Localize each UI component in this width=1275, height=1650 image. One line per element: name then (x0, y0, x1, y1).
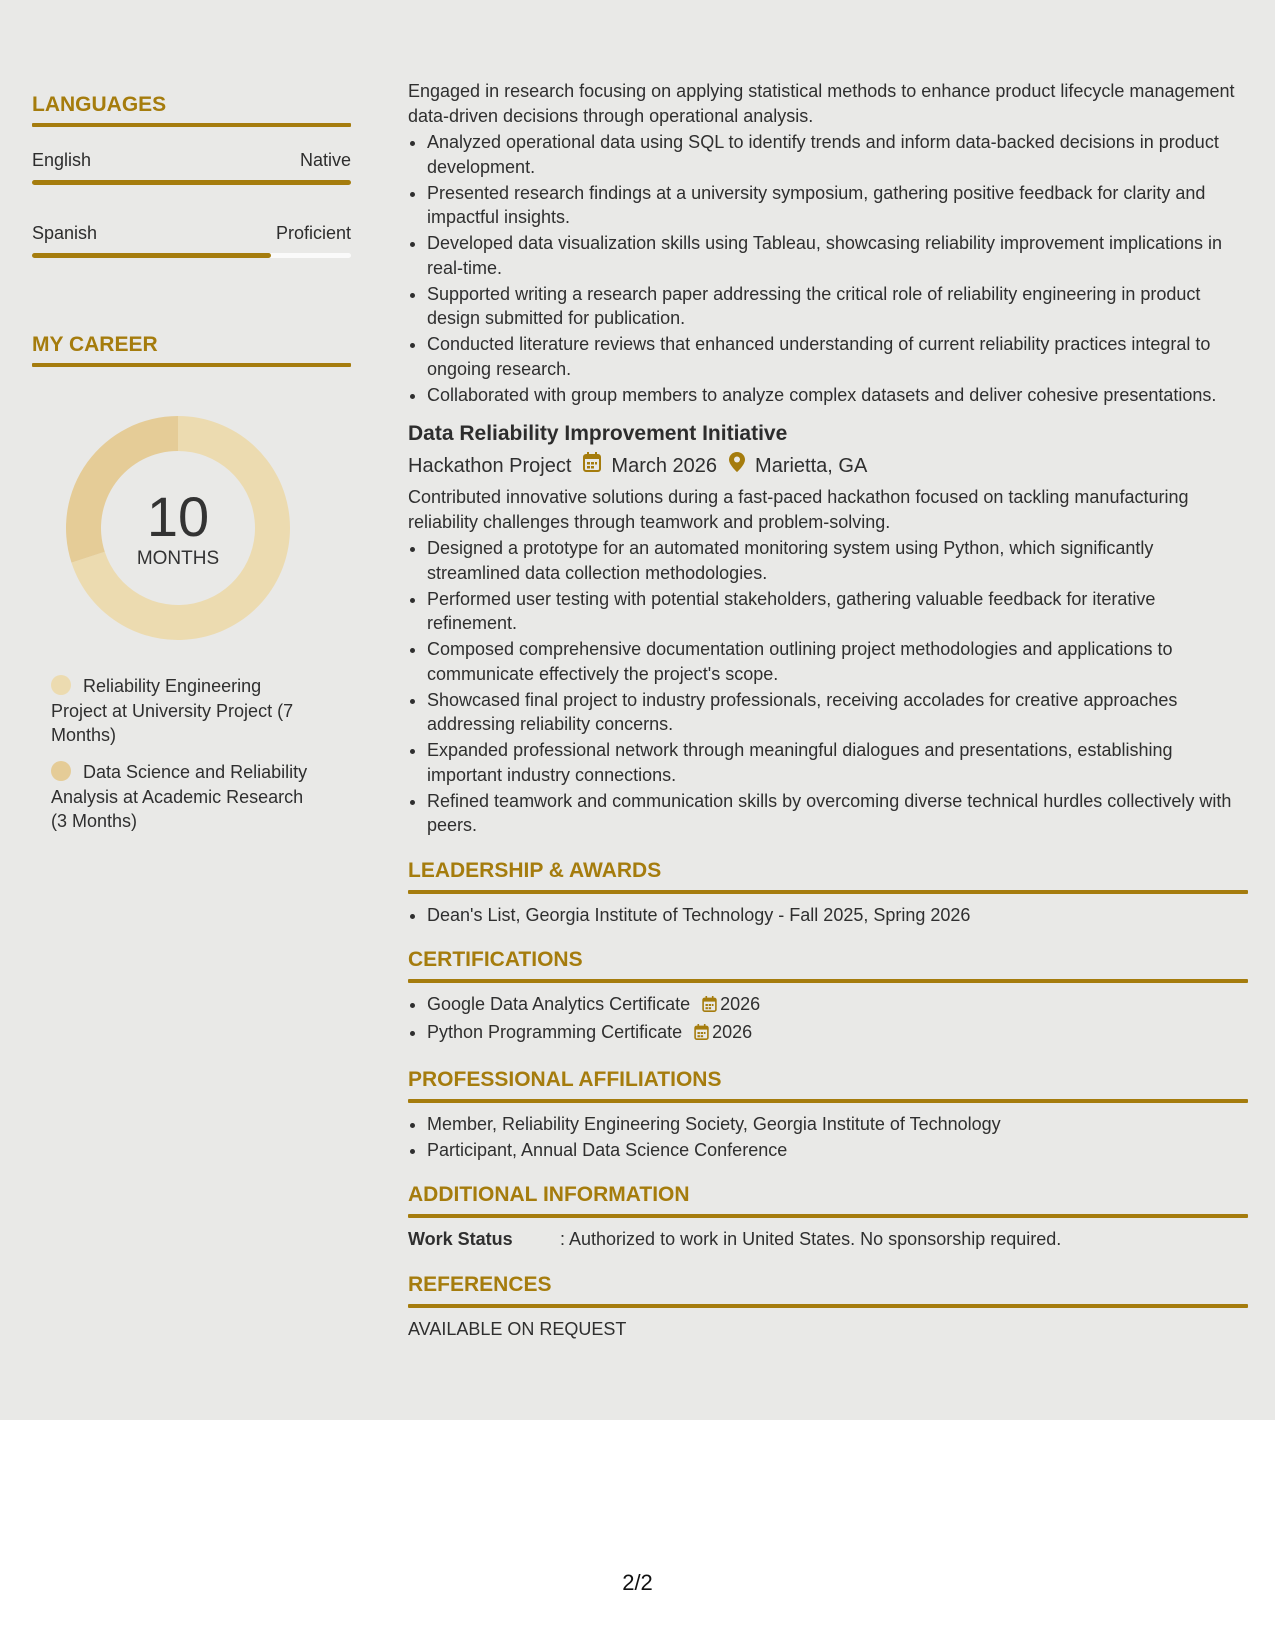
career-donut-chart (66, 416, 290, 640)
language-proficiency-bar (32, 180, 351, 185)
awards-heading: LEADERSHIP & AWARDS (408, 858, 662, 882)
list-item: • Refined teamwork and communication skills by overcoming diverse technical hurdles collectively with peers. (427, 789, 1248, 838)
list-item: • Supported writing a research paper addressing the critical role of reliability engineering in product design submitted for publication. (427, 282, 1248, 331)
career-rule (32, 363, 351, 367)
list-item: • Performed user testing with potential stakeholders, gathering valuable feedback for iterative refinement. (427, 587, 1248, 636)
list-item: • Composed comprehensive documentation outlining project methodologies and applications to communicate effectively the project's scope. (427, 637, 1248, 686)
work-status-label: Work Status (408, 1229, 513, 1249)
awards-rule (408, 890, 1248, 894)
legend-dot (51, 761, 71, 781)
list-item: • Presented research findings at a university symposium, gathering positive feedback for clarity and impactful insights. (427, 181, 1248, 230)
page-number: 2/2 (622, 1570, 653, 1595)
list-item: • Designed a prototype for an automated monitoring system using Python, which significantly streamlined data collection methodologies. (427, 536, 1248, 585)
language-proficiency-fill (32, 253, 271, 258)
awards-section (408, 858, 1248, 928)
certification-name: Python Programming Certificate (427, 1022, 683, 1042)
project-type: Hackathon Project (408, 454, 572, 477)
career-legend-item (51, 674, 321, 748)
list-item (427, 992, 1248, 1019)
project-location: Marietta, GA (755, 454, 868, 477)
language-proficiency-fill (32, 180, 351, 185)
additional-info-heading: ADDITIONAL INFORMATION (408, 1183, 690, 1206)
affiliations-section (408, 1067, 1248, 1163)
career-total-unit: MONTHS (136, 548, 220, 569)
affiliations-heading: PROFESSIONAL AFFILIATIONS (408, 1067, 722, 1091)
calendar-icon (702, 994, 717, 1019)
affiliations-rule (408, 1099, 1248, 1103)
language-item (32, 149, 351, 185)
languages-rule (32, 123, 351, 127)
language-name: Spanish (32, 223, 98, 243)
project-bullets (408, 536, 1248, 838)
references-heading: REFERENCES (408, 1272, 552, 1296)
left-column (32, 92, 351, 831)
language-item (32, 222, 351, 258)
certifications-section (408, 947, 1248, 1047)
career-total-months: 10 (146, 485, 210, 548)
list-item (427, 1020, 1248, 1047)
project-intro: Contributed innovative solutions during a fast-paced hackathon focused on tackling manufacturing reliability challenges through teamwork and problem-solving. (408, 487, 1189, 532)
list-item: • Conducted literature reviews that enhanced understanding of current reliability practices integral to ongoing research. (427, 332, 1248, 381)
calendar-icon (583, 452, 601, 479)
career-legend-item (51, 760, 321, 834)
affiliations-list (408, 1112, 1248, 1163)
language-proficiency-bar (32, 253, 351, 258)
research-bullets (408, 130, 1248, 407)
references-rule (408, 1304, 1248, 1308)
language-level: Proficient (275, 223, 351, 243)
list-item: • Developed data visualization skills using Tableau, showcasing reliability improvement implications in real-time. (427, 231, 1248, 280)
research-intro: Engaged in research focusing on applying statistical methods to enhance product lifecycle management data-driven decisions through operational analysis. (408, 81, 1235, 126)
certifications-rule (408, 979, 1248, 983)
certification-name: Google Data Analytics Certificate (427, 994, 691, 1014)
language-name: English (32, 150, 92, 170)
references-section (408, 1272, 1248, 1342)
references-text: AVAILABLE ON REQUEST (408, 1318, 627, 1339)
donut-center (66, 416, 290, 640)
languages-heading: LANGUAGES (32, 93, 167, 116)
certifications-heading: CERTIFICATIONS (408, 948, 583, 971)
calendar-icon (694, 1022, 709, 1047)
list-item: • Expanded professional network through meaningful dialogues and presentations, establishing important industry connections. (427, 738, 1248, 787)
legend-label: Reliability Engineering Project at University Project (7 Months) (51, 676, 294, 745)
project-meta (408, 452, 1248, 479)
certifications-list (408, 992, 1248, 1047)
list-item: • Analyzed operational data using SQL to identify trends and inform data-backed decisions in product development. (427, 130, 1248, 179)
project-title: Data Reliability Improvement Initiative (408, 422, 788, 445)
project-date: March 2026 (611, 454, 718, 477)
additional-info-rule (408, 1214, 1248, 1218)
list-item: • Collaborated with group members to analyze complex datasets and deliver cohesive presentations. (427, 383, 1248, 408)
location-pin-icon (729, 452, 745, 479)
awards-list (408, 903, 1248, 928)
career-heading: MY CAREER (32, 333, 158, 356)
list-item: • Dean's List, Georgia Institute of Technology - Fall 2025, Spring 2026 (427, 903, 1248, 928)
certification-year: 2026 (720, 994, 761, 1014)
work-status-row (408, 1227, 1248, 1252)
legend-label: Data Science and Reliability Analysis at Academic Research (3 Months) (51, 762, 308, 831)
right-column (408, 79, 1248, 1341)
language-level: Native (299, 150, 351, 170)
list-item: • Showcased final project to industry professionals, receiving accolades for creative approaches addressing reliability concerns. (427, 688, 1248, 737)
additional-info-section (408, 1182, 1248, 1252)
work-status-value: : Authorized to work in United States. No sponsorship required. (560, 1229, 1062, 1249)
list-item: • Participant, Annual Data Science Conference (427, 1138, 1248, 1163)
certification-year: 2026 (712, 1022, 753, 1042)
legend-dot (51, 675, 71, 695)
list-item: • Member, Reliability Engineering Society, Georgia Institute of Technology (427, 1112, 1248, 1137)
